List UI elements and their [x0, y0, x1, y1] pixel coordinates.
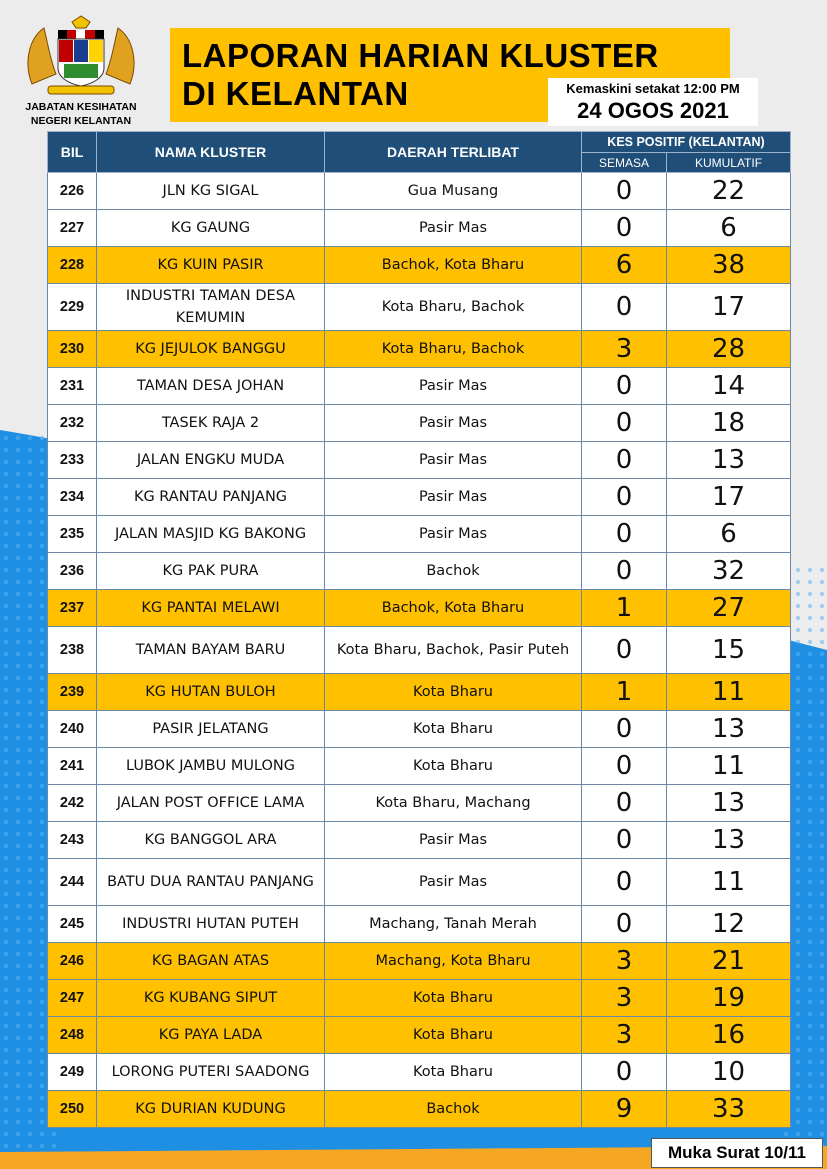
row-active-cases: 0	[582, 442, 667, 479]
row-cluster-name: JALAN ENGKU MUDA	[97, 442, 325, 479]
row-cumulative-cases: 13	[667, 711, 791, 748]
table-row	[48, 980, 791, 1017]
row-active-cases: 0	[582, 368, 667, 405]
row-district: Pasir Mas	[325, 210, 582, 247]
row-cumulative-cases: 21	[667, 943, 791, 980]
row-cumulative-cases: 33	[667, 1091, 791, 1128]
row-active-cases: 6	[582, 247, 667, 284]
row-district: Bachok	[325, 553, 582, 590]
row-cluster-name: JLN KG SIGAL	[97, 173, 325, 210]
row-cumulative-cases: 13	[667, 442, 791, 479]
table-row	[48, 822, 791, 859]
table-row	[48, 210, 791, 247]
row-cumulative-cases: 19	[667, 980, 791, 1017]
row-bil: 239	[48, 674, 97, 711]
row-cluster-name: JALAN POST OFFICE LAMA	[97, 785, 325, 822]
row-bil: 241	[48, 748, 97, 785]
table-row	[48, 1091, 791, 1128]
row-cumulative-cases: 38	[667, 247, 791, 284]
row-cluster-name: LUBOK JAMBU MULONG	[97, 748, 325, 785]
row-cumulative-cases: 11	[667, 748, 791, 785]
row-district: Kota Bharu	[325, 980, 582, 1017]
row-bil: 250	[48, 1091, 97, 1128]
row-district: Machang, Kota Bharu	[325, 943, 582, 980]
update-date: 24 OGOS 2021	[577, 98, 729, 123]
row-bil: 240	[48, 711, 97, 748]
table-row	[48, 943, 791, 980]
table-row	[48, 906, 791, 943]
row-active-cases: 0	[582, 627, 667, 674]
row-active-cases: 0	[582, 479, 667, 516]
row-cumulative-cases: 27	[667, 590, 791, 627]
row-cumulative-cases: 17	[667, 479, 791, 516]
row-active-cases: 1	[582, 674, 667, 711]
row-district: Pasir Mas	[325, 368, 582, 405]
row-cumulative-cases: 10	[667, 1054, 791, 1091]
organization-line-2: NEGERI KELANTAN	[30, 115, 132, 127]
organization-name	[8, 100, 154, 128]
row-district: Pasir Mas	[325, 822, 582, 859]
row-bil: 229	[48, 284, 97, 331]
row-active-cases: 9	[582, 1091, 667, 1128]
table-row	[48, 516, 791, 553]
row-district: Kota Bharu	[325, 711, 582, 748]
cluster-table-container	[47, 131, 790, 1128]
table-row	[48, 1054, 791, 1091]
table-row	[48, 553, 791, 590]
cluster-table-body	[48, 173, 791, 1128]
row-cumulative-cases: 32	[667, 553, 791, 590]
row-cumulative-cases: 13	[667, 822, 791, 859]
row-bil: 237	[48, 590, 97, 627]
table-row	[48, 331, 791, 368]
update-info	[548, 78, 758, 126]
row-cluster-name: KG GAUNG	[97, 210, 325, 247]
row-district: Bachok	[325, 1091, 582, 1128]
row-district: Pasir Mas	[325, 405, 582, 442]
row-bil: 245	[48, 906, 97, 943]
row-active-cases: 0	[582, 516, 667, 553]
table-row	[48, 627, 791, 674]
row-active-cases: 0	[582, 284, 667, 331]
table-row	[48, 674, 791, 711]
row-cluster-name: KG BANGGOL ARA	[97, 822, 325, 859]
row-cluster-name: BATU DUA RANTAU PANJANG	[97, 859, 325, 906]
row-bil: 233	[48, 442, 97, 479]
table-row	[48, 173, 791, 210]
row-active-cases: 0	[582, 711, 667, 748]
row-cluster-name: TASEK RAJA 2	[97, 405, 325, 442]
row-bil: 231	[48, 368, 97, 405]
row-district: Pasir Mas	[325, 479, 582, 516]
table-row	[48, 368, 791, 405]
row-cluster-name: LORONG PUTERI SAADONG	[97, 1054, 325, 1091]
row-active-cases: 0	[582, 173, 667, 210]
row-cluster-name: KG BAGAN ATAS	[97, 943, 325, 980]
table-row	[48, 247, 791, 284]
row-bil: 227	[48, 210, 97, 247]
row-district: Gua Musang	[325, 173, 582, 210]
row-active-cases: 3	[582, 980, 667, 1017]
report-title-line-1: LAPORAN HARIAN KLUSTER	[182, 37, 659, 74]
table-row	[48, 785, 791, 822]
row-cluster-name: INDUSTRI TAMAN DESA KEMUMIN	[97, 284, 325, 331]
table-row	[48, 284, 791, 331]
row-cluster-name: KG DURIAN KUDUNG	[97, 1091, 325, 1128]
row-bil: 234	[48, 479, 97, 516]
row-active-cases: 0	[582, 210, 667, 247]
row-cluster-name: PASIR JELATANG	[97, 711, 325, 748]
row-cluster-name: KG KUBANG SIPUT	[97, 980, 325, 1017]
row-bil: 232	[48, 405, 97, 442]
page-number: Muka Surat 10/11	[651, 1138, 823, 1168]
row-active-cases: 0	[582, 859, 667, 906]
report-title-line-2: DI KELANTAN	[182, 75, 409, 112]
row-bil: 228	[48, 247, 97, 284]
row-cluster-name: KG PAK PURA	[97, 553, 325, 590]
row-active-cases: 3	[582, 331, 667, 368]
row-active-cases: 3	[582, 943, 667, 980]
row-cluster-name: TAMAN DESA JOHAN	[97, 368, 325, 405]
row-cumulative-cases: 11	[667, 859, 791, 906]
table-row	[48, 1017, 791, 1054]
column-header-bil: BIL	[48, 132, 97, 173]
row-bil: 242	[48, 785, 97, 822]
table-row	[48, 442, 791, 479]
row-active-cases: 0	[582, 1054, 667, 1091]
row-district: Pasir Mas	[325, 516, 582, 553]
row-cumulative-cases: 6	[667, 516, 791, 553]
row-active-cases: 0	[582, 553, 667, 590]
row-district: Pasir Mas	[325, 859, 582, 906]
row-bil: 226	[48, 173, 97, 210]
row-cluster-name: KG RANTAU PANJANG	[97, 479, 325, 516]
malaysia-coat-of-arms-icon	[22, 14, 140, 100]
cluster-table	[47, 131, 791, 1128]
row-district: Kota Bharu, Bachok, Pasir Puteh	[325, 627, 582, 674]
row-cluster-name: KG PAYA LADA	[97, 1017, 325, 1054]
row-bil: 248	[48, 1017, 97, 1054]
table-row	[48, 711, 791, 748]
row-cumulative-cases: 14	[667, 368, 791, 405]
row-bil: 249	[48, 1054, 97, 1091]
row-active-cases: 0	[582, 822, 667, 859]
row-district: Bachok, Kota Bharu	[325, 247, 582, 284]
row-bil: 230	[48, 331, 97, 368]
row-district: Machang, Tanah Merah	[325, 906, 582, 943]
organization-line-1: JABATAN KESIHATAN	[25, 101, 137, 113]
row-bil: 247	[48, 980, 97, 1017]
row-cluster-name: TAMAN BAYAM BARU	[97, 627, 325, 674]
table-row	[48, 748, 791, 785]
table-row	[48, 479, 791, 516]
row-cumulative-cases: 13	[667, 785, 791, 822]
row-cluster-name: KG PANTAI MELAWI	[97, 590, 325, 627]
row-cumulative-cases: 12	[667, 906, 791, 943]
row-cluster-name: INDUSTRI HUTAN PUTEH	[97, 906, 325, 943]
row-bil: 235	[48, 516, 97, 553]
table-row	[48, 590, 791, 627]
row-district: Kota Bharu	[325, 1054, 582, 1091]
row-active-cases: 0	[582, 785, 667, 822]
row-active-cases: 0	[582, 906, 667, 943]
row-bil: 236	[48, 553, 97, 590]
column-header-district: DAERAH TERLIBAT	[325, 132, 582, 173]
row-cumulative-cases: 16	[667, 1017, 791, 1054]
row-cumulative-cases: 6	[667, 210, 791, 247]
row-district: Pasir Mas	[325, 442, 582, 479]
row-cluster-name: KG KUIN PASIR	[97, 247, 325, 284]
row-cumulative-cases: 11	[667, 674, 791, 711]
row-district: Bachok, Kota Bharu	[325, 590, 582, 627]
row-district: Kota Bharu, Bachok	[325, 331, 582, 368]
row-cumulative-cases: 22	[667, 173, 791, 210]
row-cluster-name: KG HUTAN BULOH	[97, 674, 325, 711]
row-district: Kota Bharu	[325, 748, 582, 785]
row-bil: 243	[48, 822, 97, 859]
table-row	[48, 405, 791, 442]
row-cumulative-cases: 28	[667, 331, 791, 368]
column-header-active: SEMASA	[582, 153, 667, 173]
row-district: Kota Bharu	[325, 1017, 582, 1054]
update-label: Kemaskini setakat 12:00 PM	[566, 81, 740, 96]
row-cumulative-cases: 15	[667, 627, 791, 674]
column-header-cluster-name: NAMA KLUSTER	[97, 132, 325, 173]
row-active-cases: 0	[582, 405, 667, 442]
table-row	[48, 859, 791, 906]
row-bil: 238	[48, 627, 97, 674]
row-cumulative-cases: 17	[667, 284, 791, 331]
row-cluster-name: KG JEJULOK BANGGU	[97, 331, 325, 368]
row-active-cases: 0	[582, 748, 667, 785]
row-cluster-name: JALAN MASJID KG BAKONG	[97, 516, 325, 553]
row-active-cases: 3	[582, 1017, 667, 1054]
column-header-cumulative: KUMULATIF	[667, 153, 791, 173]
row-bil: 246	[48, 943, 97, 980]
row-district: Kota Bharu, Machang	[325, 785, 582, 822]
row-district: Kota Bharu	[325, 674, 582, 711]
row-cumulative-cases: 18	[667, 405, 791, 442]
row-bil: 244	[48, 859, 97, 906]
row-active-cases: 1	[582, 590, 667, 627]
column-group-positive-cases: KES POSITIF (KELANTAN)	[582, 132, 791, 153]
row-district: Kota Bharu, Bachok	[325, 284, 582, 331]
